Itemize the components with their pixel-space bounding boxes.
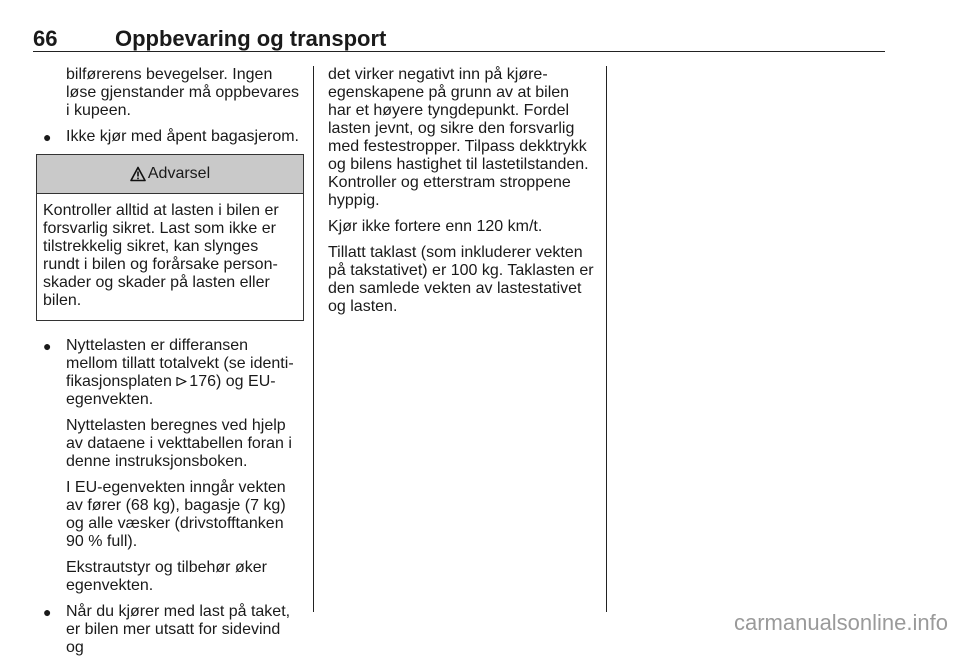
section-title: Oppbevaring og transport — [115, 26, 387, 51]
bullet-text — [66, 337, 302, 409]
right-column — [328, 66, 594, 324]
bullet-dot: ● — [43, 129, 52, 145]
header-rule — [33, 51, 885, 52]
bullet-paragraph: I EU-egenvekten inngår vekten av fører (68 kg), bagasje (7 kg) og alle væsker (drivstofftanken 90 % full). — [66, 479, 286, 550]
paragraph: Tillatt taklast (som inkluderer vekten på takstativet) er 100 kg. Taklasten er den samlede vekten av lastestativet og lasten. — [328, 244, 594, 315]
left-column — [36, 66, 302, 665]
bullet-text-part: Nyttelasten er differansen mellom tillatt totalvekt (se identifikasjonsplaten — [66, 337, 294, 390]
bullet-paragraph: Ekstrautstyr og tilbehør øker egenvekten. — [66, 559, 267, 594]
paragraph: det virker negativt inn på kjøreegenskapene på grunn av at bilen har et høyere tyngdepunkt. Fordel lasten jevnt, og sikre den forsvarlig med festestropper. Tilpass dekktrykk og bilens hastighet til lastetilstanden. Kontroller og etterstram stroppene hyppig. — [328, 66, 589, 209]
bullet-text: Ikke kjør med åpent bagasjerom. — [66, 128, 299, 145]
bullet-dot: ● — [43, 338, 52, 354]
warning-header — [37, 155, 303, 194]
column-divider-1 — [313, 66, 314, 612]
bullet-item — [36, 603, 302, 657]
bullet-item — [36, 128, 302, 146]
paragraph: Kjør ikke fortere enn 120 km/t. — [328, 218, 543, 235]
bullet-item — [36, 337, 302, 595]
bullet-text-part: ) og EU-egenvekten. — [66, 373, 276, 408]
page-number: 66 — [33, 26, 58, 51]
page-reference[interactable]: 176 — [189, 373, 216, 390]
page-reference-arrow-icon — [176, 376, 187, 387]
warning-box — [36, 154, 304, 321]
bullet-paragraph: Nyttelasten beregnes ved hjelp av dataene i vekttabellen foran i denne instruksjonsboken. — [66, 417, 292, 470]
page-header — [33, 26, 885, 52]
watermark: carmanualsonline.info — [733, 610, 948, 635]
bullet-dot: ● — [43, 604, 52, 620]
warning-triangle-icon — [130, 166, 146, 182]
warning-title: Advarsel — [147, 165, 211, 182]
continuation-text: bilførerens bevegelser. Ingen løse gjenstander må oppbevares i kupeen. — [66, 66, 300, 119]
warning-body: Kontroller alltid at lasten i bilen er forsvarlig sikret. Last som ikke er tilstrekkelig sikret, kan slynges rundt i bilen og forårsake personskader og skader på lasten eller bilen. — [43, 202, 279, 309]
column-divider-2 — [606, 66, 607, 612]
bullet-text: Når du kjører med last på taket, er bilen mer utsatt for sidevind og — [66, 603, 291, 656]
